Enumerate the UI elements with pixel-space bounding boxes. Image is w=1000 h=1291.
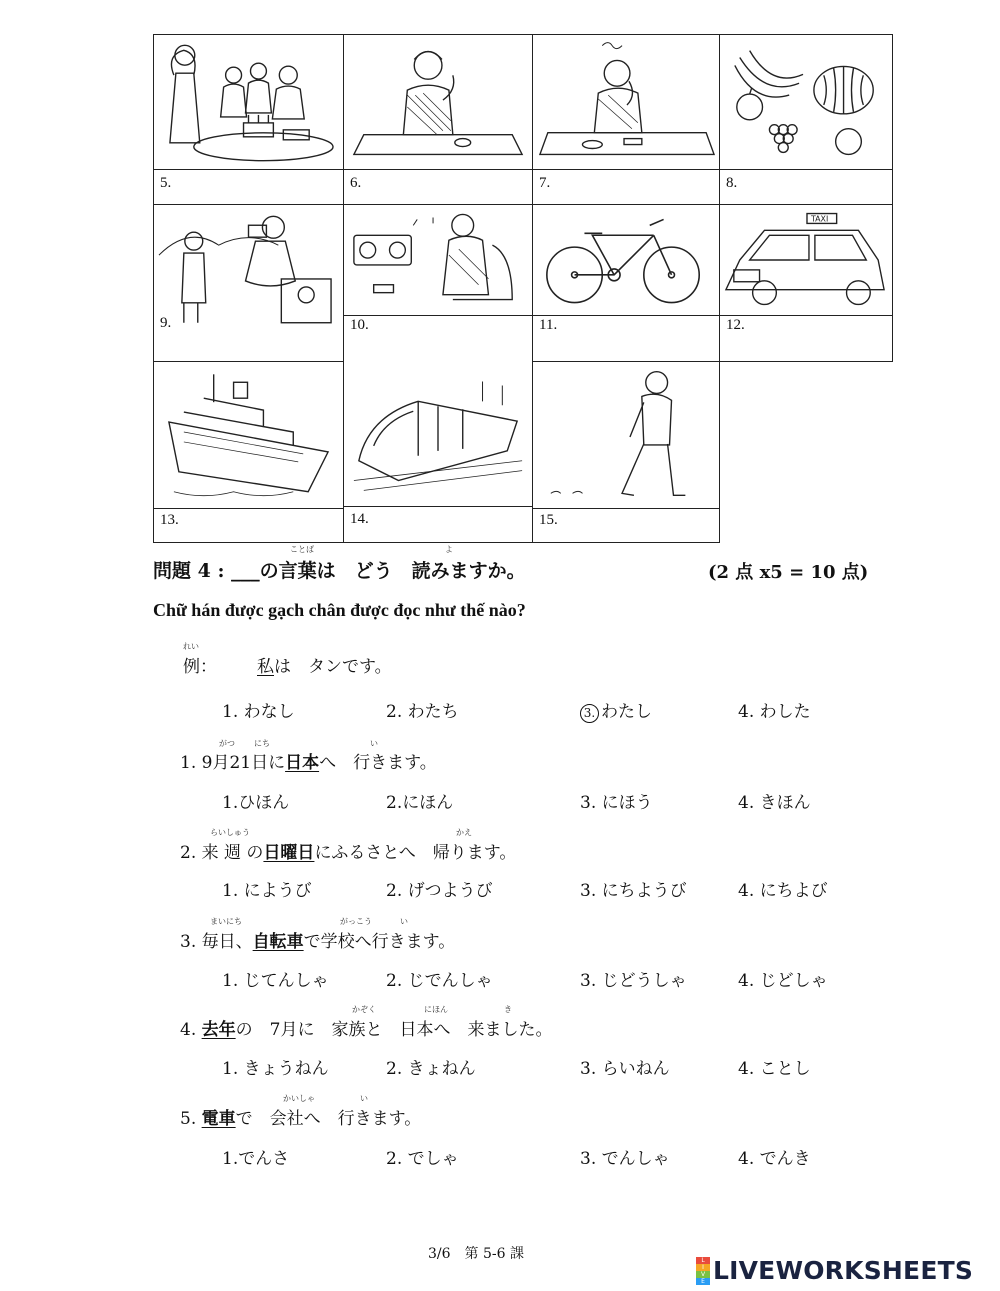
picture-cell [719, 204, 893, 362]
question-5: 5. 電車で 会社へ 行きます。 [180, 1109, 422, 1129]
question-2: 2. 来 週 の日曜日にふるさとへ 帰ります。 [180, 843, 517, 863]
answer-option[interactable]: 1. きょうねん [222, 1059, 329, 1079]
picture-number: 14. [350, 511, 369, 527]
answer-option[interactable]: 2. でしゃ [386, 1149, 459, 1169]
ruby: い [400, 917, 408, 926]
example-label: 例： [183, 657, 217, 677]
ruby: がつ [219, 739, 235, 748]
example-sentence [183, 652, 392, 677]
picture-cell [532, 34, 720, 205]
underlined-word: 電車 [201, 1109, 236, 1129]
score-label: (2 点 x5 = 10 点) [708, 562, 869, 583]
example-option: 4. わした [738, 702, 811, 722]
answer-option[interactable]: 2. じでんしゃ [386, 971, 493, 991]
picture-number: 10. [350, 317, 369, 333]
underlined-word: 自転車 [252, 932, 304, 952]
bicycle-icon [533, 205, 719, 315]
picture-number: 11. [539, 317, 558, 333]
picture-cell [343, 34, 533, 205]
underlined-word: 去年 [201, 1020, 236, 1040]
picture-cell [153, 361, 344, 543]
picture-number: 6. [350, 175, 362, 191]
man-smoking-icon [533, 35, 719, 169]
ruby: らいしゅう [210, 828, 250, 837]
picture-number: 5. [160, 175, 172, 191]
ruby: にほん [424, 1005, 448, 1014]
ruby: がっこう [340, 917, 372, 926]
answer-option[interactable]: 2. げつようび [386, 881, 493, 901]
example-option: 2. わたち [386, 702, 459, 722]
picture-cell [153, 34, 344, 205]
example-underlined: 私 [257, 657, 274, 677]
title-prefix: 問題 4 : [153, 560, 232, 582]
example-rest: は タンです。 [274, 657, 392, 677]
liveworksheets-logo[interactable] [696, 1256, 973, 1285]
answer-option[interactable]: 3. にほう [580, 793, 653, 813]
underlined-word: 日曜日 [263, 843, 315, 863]
underlined-word: 日本 [285, 753, 320, 773]
answer-option[interactable]: 1.でんさ [222, 1149, 290, 1169]
ruby: かぞく [352, 1005, 376, 1014]
logo-text: LIVEWORKSHEETS [713, 1256, 974, 1285]
answer-option[interactable]: 3. でんしゃ [580, 1149, 670, 1169]
picture-number: 9. [160, 315, 172, 331]
ruby: い [370, 739, 378, 748]
taxi-icon [720, 205, 892, 315]
answer-option[interactable]: 4. にちよび [738, 881, 828, 901]
ruby: かえ [456, 828, 472, 837]
example-option: 1. わなし [222, 702, 295, 722]
title-rest: の言葉は どう 読みますか。 [259, 560, 526, 582]
answer-option[interactable]: 2. きょねん [386, 1059, 476, 1079]
picture-cell [343, 204, 533, 362]
picture-number: 8. [726, 175, 738, 191]
answer-option[interactable]: 1. にようび [222, 881, 312, 901]
answer-option[interactable]: 3. じどうしゃ [580, 971, 687, 991]
answer-option[interactable]: 3. らいねん [580, 1059, 670, 1079]
answer-option[interactable]: 2.にほん [386, 793, 454, 813]
bullet-train-icon [344, 361, 532, 507]
logo-mark-icon: L I V E [696, 1257, 710, 1285]
ruby-kotoba: ことば [290, 545, 314, 554]
picture-number: 15. [539, 512, 558, 528]
picture-number: 12. [726, 317, 745, 333]
camera-photo-icon [154, 205, 343, 339]
title-blank: ___ [231, 560, 260, 582]
example-option-answer: 3. わたし [580, 697, 652, 723]
section-subtitle: Chữ hán được gạch chân được đọc như thế nào? [153, 600, 526, 620]
answer-option[interactable]: 3. にちようび [580, 881, 687, 901]
answer-option[interactable]: 1.ひほん [222, 793, 290, 813]
ruby: き [504, 1005, 512, 1014]
picture-cell [343, 361, 533, 543]
picture-cell [153, 204, 344, 362]
ruby-rei: れい [183, 642, 199, 651]
man-walking-icon [533, 362, 719, 508]
ruby-yo: よ [445, 545, 453, 554]
circled-answer: 3. [580, 704, 599, 723]
picture-cell [719, 34, 893, 205]
ruby: にち [254, 739, 270, 748]
answer-option[interactable]: 4. じどしゃ [738, 971, 828, 991]
ship-icon [154, 362, 343, 508]
answer-option[interactable]: 4. でんき [738, 1149, 811, 1169]
answer-option[interactable]: 4. ことし [738, 1059, 811, 1079]
answer-option[interactable]: 4. きほん [738, 793, 811, 813]
picture-cell [532, 204, 720, 362]
ruby: い [360, 1094, 368, 1103]
music-listening-icon [344, 205, 532, 315]
answer-option[interactable]: 1. じてんしゃ [222, 971, 329, 991]
page-footer: 3/6 第 5-6 課 [428, 1246, 524, 1262]
picture-number: 7. [539, 175, 551, 191]
ruby: まいにち [210, 917, 242, 926]
picture-number: 13. [160, 512, 179, 528]
birthday-party-icon [154, 35, 343, 169]
taxi-sign: TAXI [810, 214, 829, 224]
question-4: 4. 去年の 7月に 家族と 日本へ 来ました。 [180, 1020, 553, 1040]
question-1: 1. 9月21日に日本へ 行きます。 [180, 753, 437, 773]
picture-cell [532, 361, 720, 543]
fruits-icon [720, 35, 892, 169]
question-3: 3. 毎日、自転車で学校へ行きます。 [180, 932, 456, 952]
man-eating-icon [344, 35, 532, 169]
ruby: かいしゃ [283, 1094, 315, 1103]
section-title [153, 556, 526, 583]
